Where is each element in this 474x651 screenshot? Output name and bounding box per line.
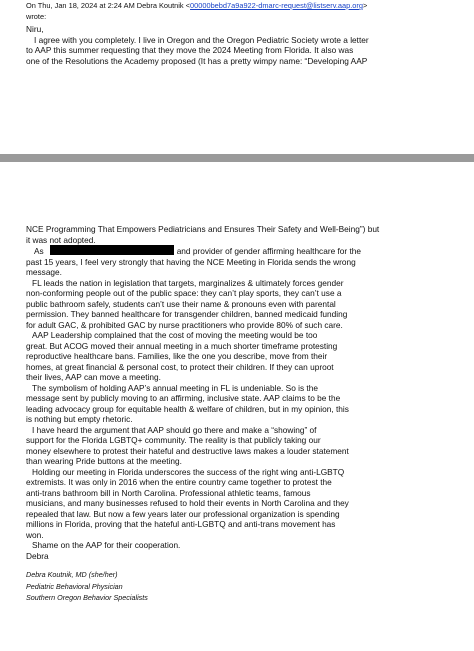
text-line: for adult GAC, & prohibited GAC by nurse practitioners who provide 80% of such care. <box>26 319 343 330</box>
closing-line: Shame on the AAP for their cooperation. <box>32 540 181 550</box>
letter-body <box>26 224 466 604</box>
text-line: reproductive healthcare bans. Families, like the one you describe, move from their <box>26 351 328 361</box>
header-suffix: > <box>362 1 368 10</box>
text-line: repealed that law. But now a few years later our professional organization is spending <box>26 508 340 519</box>
text-line: message. <box>26 267 62 277</box>
text-line: FL leads the nation in legislation that targets, marginalizes & ultimately forces gender <box>32 277 344 288</box>
text-line: one of the Resolutions the Academy proposed (It has a pretty wimpy name: “Developing AAP <box>26 55 368 66</box>
text-line: anti-trans bathroom bill in North Carolina. Professional athletic teams, famous <box>26 487 311 498</box>
greeting: Niru, <box>26 24 44 34</box>
text-line: money elsewhere to protest their hateful and destructive laws makes a louder statement <box>26 445 349 456</box>
text-line: I agree with you completely. I live in Oregon and the Oregon Pediatric Society wrote a letter <box>34 34 369 45</box>
text-line: extremists. It was only in 2016 when the entire country came together to protest the <box>26 477 332 487</box>
text-line: is nothing but empty rhetoric. <box>26 414 133 424</box>
signoff-name: Debra <box>26 550 49 561</box>
as-suffix: and provider of gender affirming healthcare for the <box>176 246 362 256</box>
header-prefix: On Thu, Jan 18, 2024 at 2:24 AM Debra Koutnik < <box>26 1 191 10</box>
as-prefix: As <box>34 246 44 256</box>
text-line: AAP Leadership complained that the cost of moving the meeting would be too <box>32 330 318 340</box>
signature-title: Pediatric Behavioral Physician <box>26 581 123 591</box>
text-line: Holding our meeting in Florida underscores the success of the right wing anti-LGBTQ <box>32 466 345 477</box>
text-line: NCE Programming That Empowers Pediatricians and Ensures Their Safety and Well-Being”) but <box>26 224 380 234</box>
text-line: permission. They banned healthcare for transgender children, banned medicaid funding <box>26 309 348 319</box>
text-line: it was not adopted. <box>26 234 96 245</box>
sender-email-link[interactable]: 00000bebd7a9a922-dmarc-request@listserv.aap.org <box>190 1 363 10</box>
email-quote-top <box>26 0 466 66</box>
signature-organization: Southern Oregon Behavior Specialists <box>26 593 148 602</box>
quote-header <box>26 1 466 12</box>
text-line: message sent by publicly moving to an affirming, inclusive state. AAP claims to be the <box>26 393 341 403</box>
text-line: to AAP this summer requesting that they move the 2024 Meeting from Florida. It also was <box>26 45 354 55</box>
text-line: past 15 years, I feel very strongly that having the NCE Meeting in Florida sends the wrong <box>26 256 356 267</box>
header-wrote: wrote: <box>26 11 47 21</box>
text-line: public bathroom safely, students can’t use their name & pronouns even with parental <box>26 298 336 309</box>
signature-name: Debra Koutnik, MD (she/her) <box>26 570 118 579</box>
text-line: great. But ACOG moved their annual meeting in a much shorter timeframe protesting <box>26 340 338 351</box>
text-line: won. <box>26 529 44 540</box>
text-line: than wearing Pride buttons at the meeting. <box>26 456 182 466</box>
text-line: musicians, and many businesses refused to hold their events in North Carolina and they <box>26 498 349 508</box>
text-line: millions in Florida, proving that the hateful anti-LGBTQ and anti-trans movement has <box>26 519 336 529</box>
text-line: leading advocacy group for equitable health & welfare of children, but in my opinion, this <box>26 403 349 414</box>
text-line: The symbolism of holding AAP’s annual meeting in FL is undeniable. So is the <box>32 382 318 393</box>
page-divider <box>0 154 474 162</box>
text-line: their lives, AAP can move a meeting. <box>26 372 161 382</box>
text-line: non-conforming people out of the public space: they can’t play sports, they can’t use a <box>26 288 342 298</box>
text-line: homes, at great financial & personal cost, to protect their children. If they can uproot <box>26 361 334 372</box>
text-line: support for the Florida LGBTQ+ community. The reality is that publicly taking our <box>26 435 321 445</box>
text-line: I have heard the argument that AAP should go there and make a “showing” of <box>32 424 317 435</box>
redaction-bar <box>50 245 174 255</box>
text-line-redacted <box>26 245 466 257</box>
